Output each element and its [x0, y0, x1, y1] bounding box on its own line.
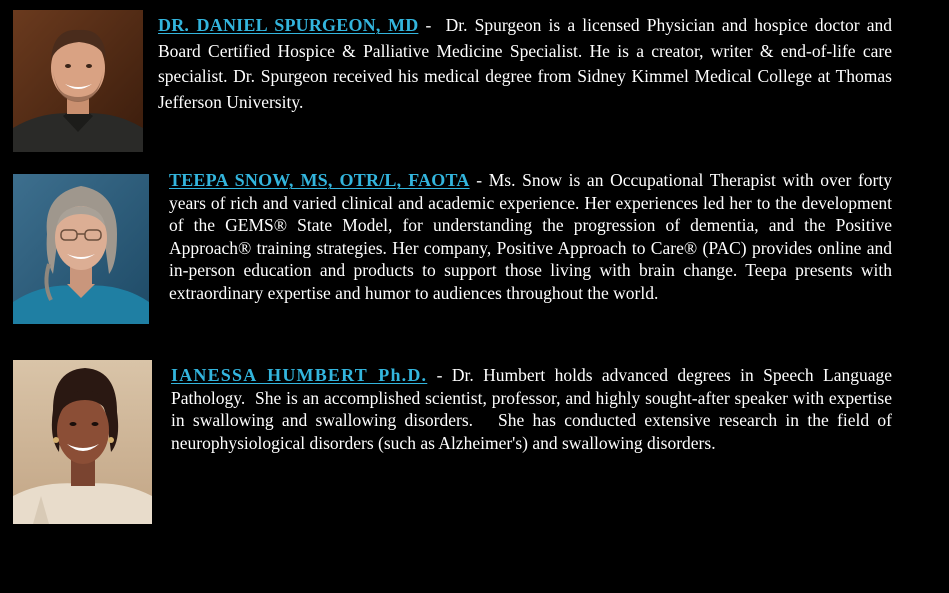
daniel-spurgeon-photo [13, 10, 143, 152]
bio-separator: - [469, 170, 489, 190]
ianessa-humbert-bio [171, 364, 897, 454]
ianessa-humbert-description: Dr. Humbert holds advanced degrees in Speech Language Pathology. She is an accomplished scientist, professor, and highly sought-after speaker with expertise in swallowing and swallowing disorders. She has conducted extensive research in the field of neurophysiological disorders (such as Alzheimer's) and swallowing disorders. [171, 365, 897, 453]
ianessa-humbert-photo [13, 360, 152, 524]
teepa-snow-photo [13, 174, 149, 324]
portrait-photo-icon [13, 10, 143, 152]
teepa-snow-name-link[interactable]: TEEPA SNOW, MS, OTR/L, FAOTA [169, 170, 470, 190]
ianessa-humbert-name-link[interactable]: IANESSA HUMBERT Ph.D. [171, 365, 428, 385]
daniel-spurgeon-description: Dr. Spurgeon is a licensed Physician and hospice doctor and Board Certified Hospice & Palliative Medicine Specialist. He is a creator, writer & end-of-life care specialist. Dr. Spurgeon received his medical degree from Sidney Kimmel Medical College at Thomas Jefferson University. [158, 15, 893, 112]
portrait-photo-icon [13, 360, 152, 524]
teepa-snow-description: Ms. Snow is an Occupational Therapist with over forty years of rich and varied clinical and academic experience. Her experiences led her to the development of the GEMS® State Model, for understanding the progression of dementia, and the Positive Approach® training strategies. Her company, Positive Approach to Care® (PAC) provides online and in-person education and products to support those living with brain change. Teepa presents with extraordinary expertise and humor to audiences throughout the world. [169, 170, 892, 303]
portrait-photo-icon [13, 174, 149, 324]
bio-separator: - [427, 365, 452, 385]
daniel-spurgeon-name-link[interactable]: DR. DANIEL SPURGEON, MD [158, 15, 419, 35]
daniel-spurgeon-bio [158, 13, 892, 115]
bio-separator: - [418, 15, 446, 35]
teepa-snow-bio [169, 169, 892, 305]
